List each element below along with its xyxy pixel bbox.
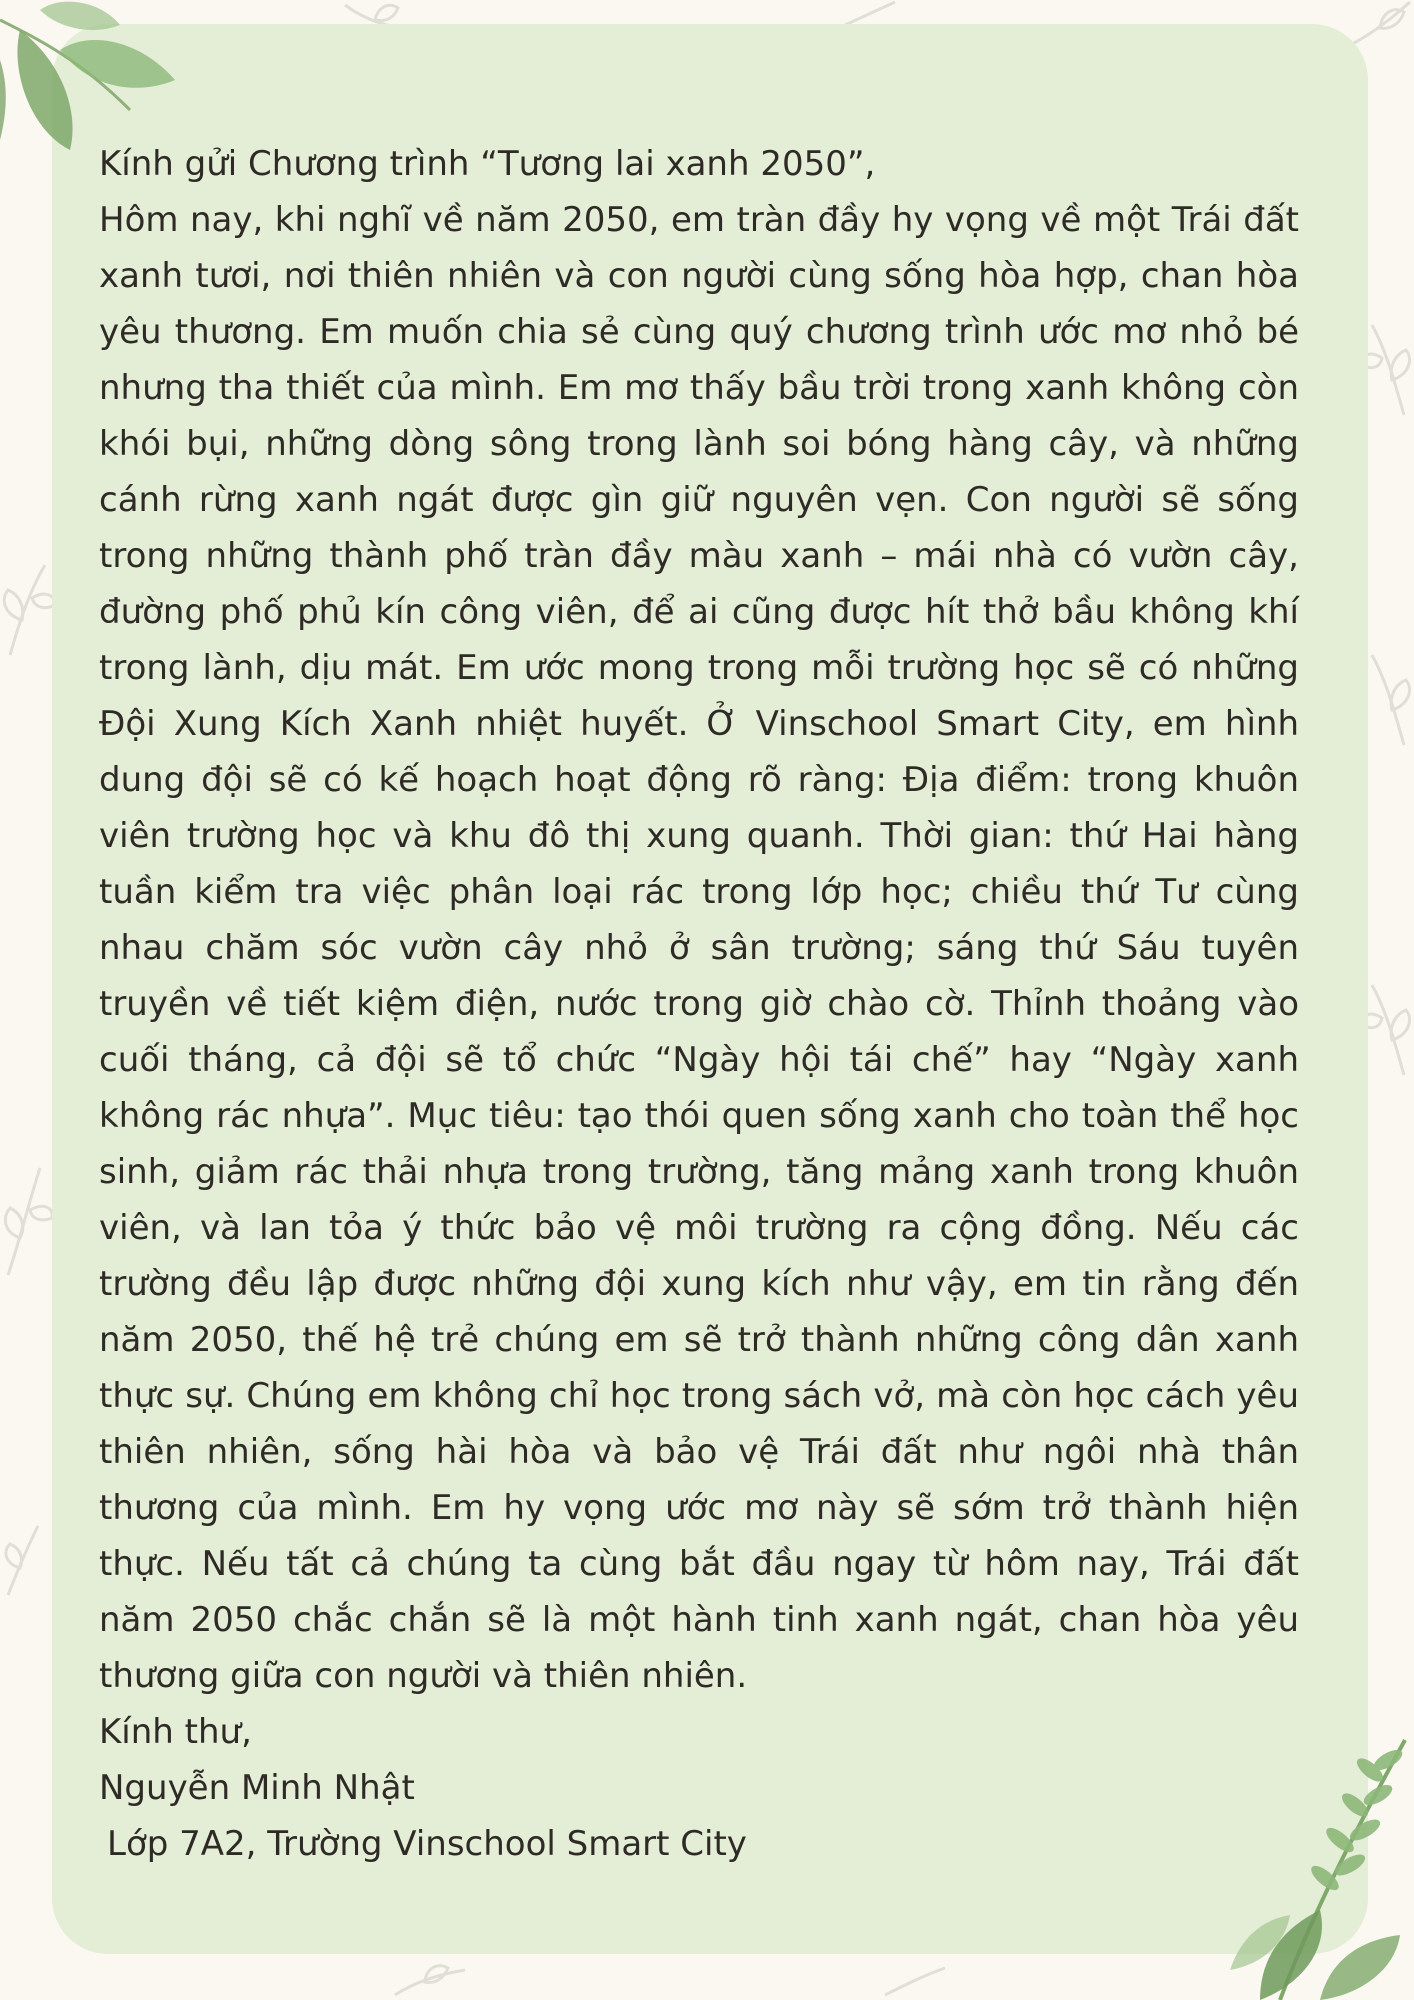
background-sprig-icon [1360,650,1414,750]
background-sprig-icon [1360,320,1414,420]
signature-class: Lớp 7A2, Trường Vinschool Smart City [107,1824,747,1864]
background-sprig-icon [0,1160,60,1280]
signature-name: Nguyễn Minh Nhật [99,1768,415,1808]
background-sprig-icon [1360,980,1414,1080]
background-sprig-icon [0,560,60,660]
salutation: Kính gửi Chương trình “Tương lai xanh 2050”, [99,144,876,184]
background-sprig-icon [0,1520,50,1600]
background-sprig-icon [390,1960,470,2000]
closing: Kính thư, [99,1712,252,1752]
letter-body: Hôm nay, khi nghĩ về năm 2050, em tràn đầy hy vọng về một Trái đất xanh tươi, nơi thiên nhiên và con người cùng sống hòa hợp, chan hòa yêu thương. Em muốn chia sẻ cùng quý chương trình ước mơ nhỏ bé nhưng tha thiết của mình. Em mơ thấy bầu trời trong xanh không còn khói bụi, những dòng sông trong lành soi bóng hàng cây, và những cánh rừng xanh ngát được gìn giữ nguyên vẹn. Con người sẽ sống trong những thành phố tràn đầy màu xanh – mái nhà có vườn cây, đường phố phủ kín công viên, để ai cũng được hít thở bầu không khí trong lành, dịu mát. Em ước mong trong mỗi trường học sẽ có những Đội Xung Kích Xanh nhiệt huyết. Ở Vinschool Smart City, em hình dung đội sẽ có kế hoạch hoạt động rõ ràng: Địa điểm: trong khuôn viên trường học và khu đô thị xung quanh. Thời gian: thứ Hai hàng tuần kiểm tra việc phân loại rác trong lớp học; chiều thứ Tư cùng nhau chăm sóc vườn cây nhỏ ở sân trường; sáng thứ Sáu tuyên truyền về tiết kiệm điện, nước trong giờ chào cờ. Thỉnh thoảng vào cuối tháng, cả đội sẽ tổ chức “Ngày hội tái chế” hay “Ngày xanh không rác nhựa”. Mục tiêu: tạo thói quen sống xanh cho toàn thể học sinh, giảm rác thải nhựa trong trường, tăng mảng xanh trong khuôn viên, và lan tỏa ý thức bảo vệ môi trường ra cộng đồng. Nếu các trường đều lập được những đội xung kích như vậy, em tin rằng đến năm 2050, thế hệ trẻ chúng em sẽ trở thành những công dân xanh thực sự. Chúng em không chỉ học trong sách vở, mà còn học cách yêu thiên nhiên, sống hài hòa và bảo vệ Trái đất như ngôi nhà thân thương của mình. Em hy vọng ước mơ này sẽ sớm trở thành hiện thực. Nếu tất cả chúng ta cùng bắt đầu ngay từ hôm nay, Trái đất năm 2050 chắc chắn sẽ là một hành tinh xanh ngát, chan hòa yêu thương giữa con người và thiên nhiên. [99,200,1299,1696]
letter [99,136,1299,1872]
background-sprig-icon [880,1960,950,2000]
